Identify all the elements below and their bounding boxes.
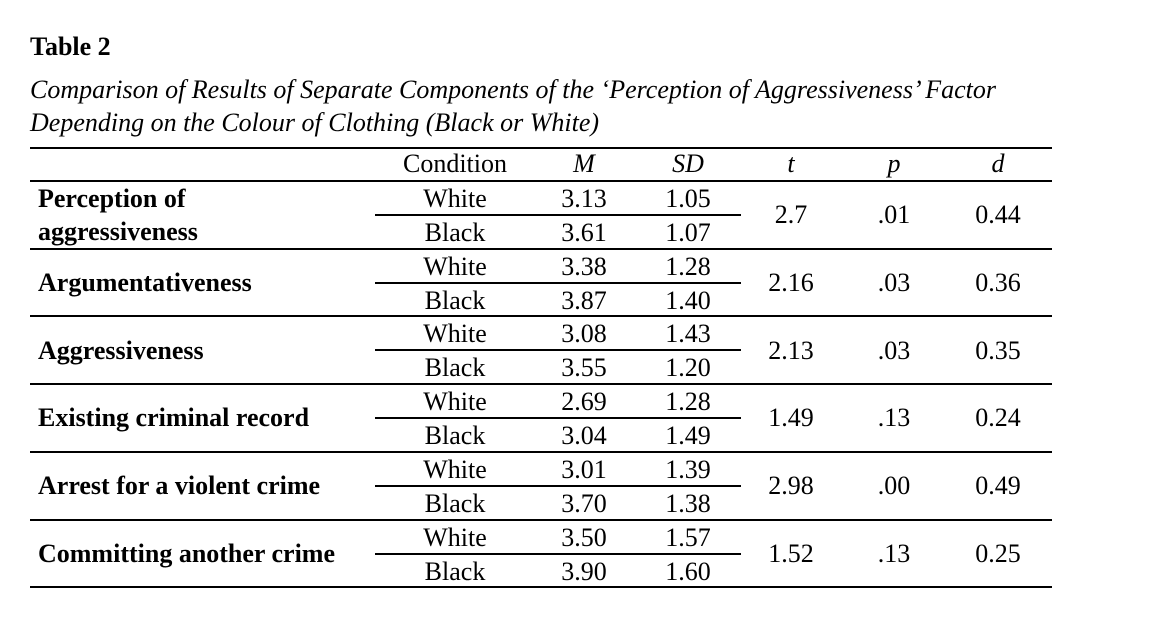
mean-cell: 3.90: [561, 556, 607, 586]
p-cell: .01: [877, 200, 911, 230]
p-cell: .13: [877, 403, 911, 433]
table-caption-line: Depending on the Colour of Clothing (Black or White): [30, 108, 600, 137]
condition-cell: Black: [424, 488, 486, 518]
condition-cell: White: [423, 454, 487, 484]
mean-cell: 3.04: [561, 421, 607, 451]
d-cell: 0.49: [975, 471, 1021, 501]
table-caption-line: Comparison of Results of Separate Components of the ‘Perception of Aggressiveness’ Factor: [30, 75, 996, 104]
row-divider: [30, 519, 1052, 521]
header-condition: Condition: [402, 149, 508, 178]
sd-cell: 1.05: [665, 184, 711, 213]
d-cell: 0.35: [975, 335, 1021, 365]
mean-cell: 3.50: [561, 522, 607, 552]
sd-cell: 1.28: [665, 251, 711, 281]
row-divider: [30, 248, 1052, 250]
condition-cell: White: [423, 522, 487, 552]
condition-cell: Black: [424, 218, 486, 247]
sd-cell: 1.60: [665, 556, 711, 586]
condition-cell: Black: [424, 421, 486, 451]
row-label: aggressiveness: [38, 216, 198, 246]
t-cell: 2.7: [774, 200, 808, 230]
header-sd: SD: [672, 149, 704, 178]
row-label: Committing another crime: [38, 538, 336, 568]
mean-cell: 3.08: [561, 319, 607, 349]
condition-cell: White: [423, 387, 487, 417]
condition-cell: White: [423, 184, 487, 213]
row-label: Argumentativeness: [38, 268, 252, 298]
sd-cell: 1.20: [665, 353, 711, 383]
condition-cell: Black: [424, 353, 486, 383]
condition-cell: Black: [424, 285, 486, 315]
sd-cell: 1.40: [665, 285, 711, 315]
row-label: Arrest for a violent crime: [38, 471, 321, 501]
header-t: t: [787, 149, 795, 178]
condition-divider: [375, 417, 741, 419]
condition-cell: White: [423, 319, 487, 349]
t-cell: 1.52: [768, 538, 814, 568]
header-d: d: [991, 149, 1005, 178]
p-cell: .03: [877, 335, 911, 365]
mean-cell: 3.13: [561, 184, 607, 213]
condition-cell: Black: [424, 556, 486, 586]
condition-divider: [375, 485, 741, 487]
condition-divider: [375, 214, 741, 216]
mean-cell: 3.61: [561, 218, 607, 247]
t-cell: 2.13: [768, 335, 814, 365]
row-label: Aggressiveness: [38, 335, 204, 365]
table-number: Table 2: [30, 32, 111, 61]
table-bottom-rule: [30, 586, 1052, 588]
p-cell: .00: [877, 471, 911, 501]
condition-divider: [375, 282, 741, 284]
sd-cell: 1.07: [665, 218, 711, 247]
mean-cell: 3.01: [561, 454, 607, 484]
header-m: M: [573, 149, 595, 178]
row-divider: [30, 315, 1052, 317]
sd-cell: 1.28: [665, 387, 711, 417]
row-label: Existing criminal record: [38, 403, 310, 433]
header-p: p: [887, 149, 901, 178]
sd-cell: 1.49: [665, 421, 711, 451]
t-cell: 2.98: [768, 471, 814, 501]
sd-cell: 1.43: [665, 319, 711, 349]
condition-divider: [375, 553, 741, 555]
row-label: Perception of: [38, 183, 186, 213]
d-cell: 0.25: [975, 538, 1021, 568]
t-cell: 1.49: [768, 403, 814, 433]
sd-cell: 1.39: [665, 454, 711, 484]
p-cell: .03: [877, 268, 911, 298]
condition-divider: [375, 349, 741, 351]
row-divider: [30, 451, 1052, 453]
mean-cell: 2.69: [561, 387, 607, 417]
row-divider: [30, 383, 1052, 385]
d-cell: 0.44: [975, 200, 1021, 230]
condition-cell: White: [423, 251, 487, 281]
t-cell: 2.16: [768, 268, 814, 298]
mean-cell: 3.70: [561, 488, 607, 518]
mean-cell: 3.38: [561, 251, 607, 281]
sd-cell: 1.57: [665, 522, 711, 552]
mean-cell: 3.87: [561, 285, 607, 315]
p-cell: .13: [877, 538, 911, 568]
sd-cell: 1.38: [665, 488, 711, 518]
d-cell: 0.24: [975, 403, 1021, 433]
table-caption: [30, 73, 1110, 139]
d-cell: 0.36: [975, 268, 1021, 298]
mean-cell: 3.55: [561, 353, 607, 383]
